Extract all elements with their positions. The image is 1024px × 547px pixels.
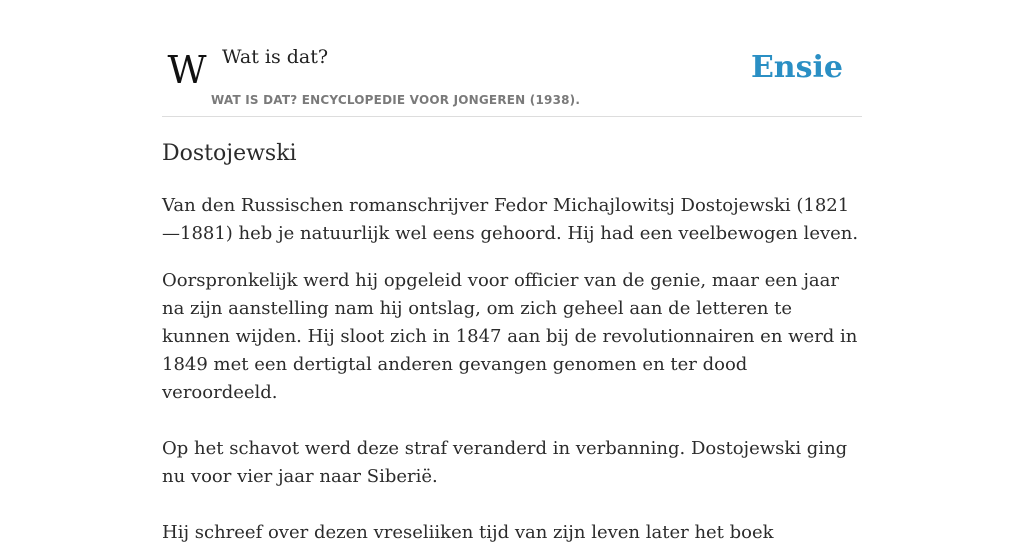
- article-paragraph: Van den Russischen romanschrijver Fedor Michajlowitsj Dostojewski (1821—1881) heb je natuurlijk wel eens gehoord. Hij had een veelbewogen leven.: [162, 195, 859, 244]
- site-logo-link[interactable]: [165, 48, 209, 92]
- svg-text:W: W: [167, 48, 207, 92]
- article-paragraph: Oorspronkelijk werd hij opgeleid voor officier van de genie, maar een jaar na zijn aanstelling nam hij ontslag, om zich geheel aan de letteren te kunnen wijden. Hij sloot zich in 1847 aan bij de revolutionnairen en werd in 1849 met een dertigtal anderen gevangen genomen en ter dood veroordeeld.: [162, 270, 858, 403]
- source-subtitle: WAT IS DAT? ENCYCLOPEDIE VOOR JONGEREN (1938).: [211, 93, 581, 107]
- wikipedia-w-icon: [165, 48, 209, 92]
- brand-logo-link[interactable]: Ensie: [750, 50, 843, 85]
- article-title: Dostojewski: [162, 141, 297, 166]
- article-content: [162, 138, 862, 547]
- article-paragraph: Op het schavot werd deze straf veranderd in verbanning. Dostojewski ging nu voor vier jaar naar Siberië.: [162, 438, 848, 487]
- article-paragraph: Hij schreef over dezen vreseliiken tijd van zijn leven later het boek: [162, 522, 774, 543]
- site-title[interactable]: Wat is dat?: [222, 46, 329, 68]
- site-header: [162, 36, 862, 117]
